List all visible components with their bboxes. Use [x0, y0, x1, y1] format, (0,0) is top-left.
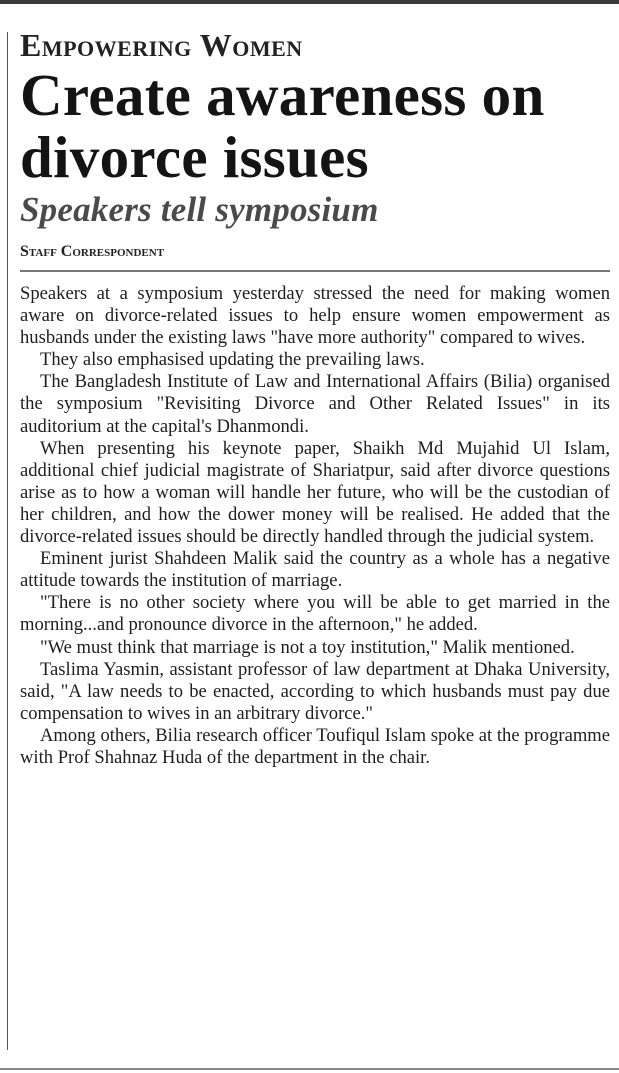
paragraph-4: When presenting his keynote paper, Shaikh Md Mujahid Ul Islam, additional chief judicial magistrate of Shariatpur, said after divorce questions arise as to how a woman will handle her future, who will be the custodian of her children, and how the dower money will be realised. He added that the divorce-related issues should be directly handled through the judicial system.: [20, 437, 610, 548]
byline: Staff Correspondent: [20, 243, 165, 260]
paragraph-7: "We must think that marriage is not a toy institution," Malik mentioned.: [40, 636, 575, 658]
headline: Create awareness on divorce issues: [20, 62, 545, 190]
top-page-rule: [0, 0, 619, 4]
paragraph-1: Speakers at a symposium yesterday stressed the need for making women aware on divorce-related issues to help ensure women empowerment as husbands under the existing laws "have more authority" compared to wives.: [20, 283, 610, 349]
news-article: [20, 26, 610, 769]
paragraph-5: Eminent jurist Shahdeen Malik said the country as a whole has a negative attitude towards the institution of marriage.: [20, 548, 610, 592]
column-left-rule: [7, 32, 8, 1050]
paragraph-8: Taslima Yasmin, assistant professor of law department at Dhaka University, said, "A law needs to be enacted, according to which husbands must pay due compensation to wives in an arbitrary divorce.": [20, 658, 610, 724]
byline-divider: [20, 270, 610, 272]
section-kicker: Empowering Women: [20, 27, 303, 63]
bottom-page-rule: [0, 1068, 619, 1070]
paragraph-6: "There is no other society where you will be able to get married in the morning...and pronounce divorce in the afternoon," he added.: [20, 592, 610, 636]
article-body: [20, 283, 610, 769]
paragraph-3: The Bangladesh Institute of Law and International Affairs (Bilia) organised the symposium "Revisiting Divorce and Other Related Issues" in its auditorium at the capital's Dhanmondi.: [20, 371, 610, 437]
paragraph-9: Among others, Bilia research officer Toufiqul Islam spoke at the programme with Prof Shahnaz Huda of the department in the chair.: [20, 724, 610, 768]
paragraph-2: They also emphasised updating the prevailing laws.: [40, 349, 425, 371]
subheadline: Speakers tell symposium: [20, 190, 379, 229]
